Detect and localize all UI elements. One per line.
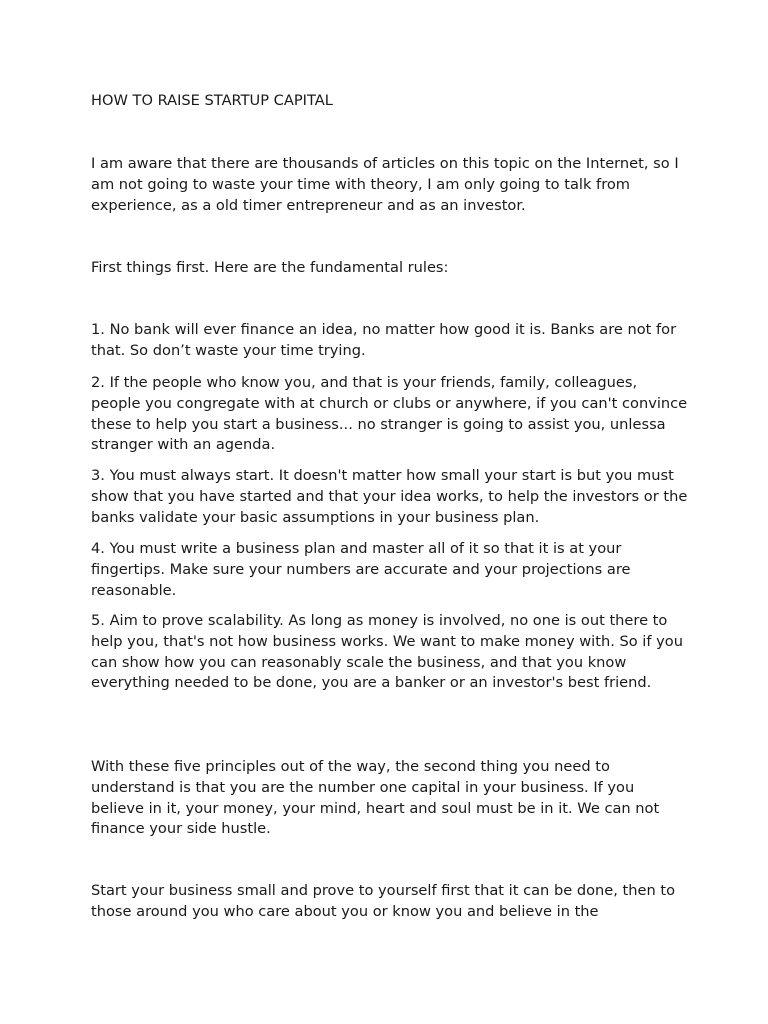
rule-item-5: 5. Aim to prove scalability. As long as money is involved, no one is out there to help you, that's not how business works. We want to make money with. So if you can show how you can reasonably scale the business, and that you know everything needed to be done, you are a banker or an investor's best friend. [91,612,683,692]
intro-paragraph: I am aware that there are thousands of articles on this topic on the Internet, so I am not going to waste your time with theory, I am only going to talk from experience, as a old timer entrepreneur and as an investor. [91,155,679,214]
rule-item-1: 1. No bank will ever finance an idea, no matter how good it is. Banks are not for that. So don’t waste your time trying. [91,321,677,359]
rule-item-4: 4. You must write a business plan and master all of it so that it is at your fingertips. Make sure your numbers are accurate and your projections are reasonable. [91,540,631,599]
rule-item-2: 2. If the people who know you, and that is your friends, family, colleagues, people you congregate with at church or clubs or anywhere, if you can't convince these to help you start a business... no stranger is going to assist you, unlessa stranger with an agenda. [91,374,688,454]
document-title: HOW TO RAISE STARTUP CAPITAL [91,92,333,109]
rule-item-3: 3. You must always start. It doesn't matter how small your start is but you must show that you have started and that your idea works, to help the investors or the banks validate your basic assumptions in your business plan. [91,467,688,526]
principles-paragraph: With these five principles out of the way, the second thing you need to understand is that you are the number one capital in your business. If you believe in it, your money, your mind, heart and soul must be in it. We can not finance your side hustle. [91,758,660,838]
rules-intro-paragraph: First things first. Here are the fundamental rules: [91,259,449,276]
start-small-paragraph: Start your business small and prove to yourself first that it can be done, then to those around you who care about you or know you and believe in the [91,882,676,920]
